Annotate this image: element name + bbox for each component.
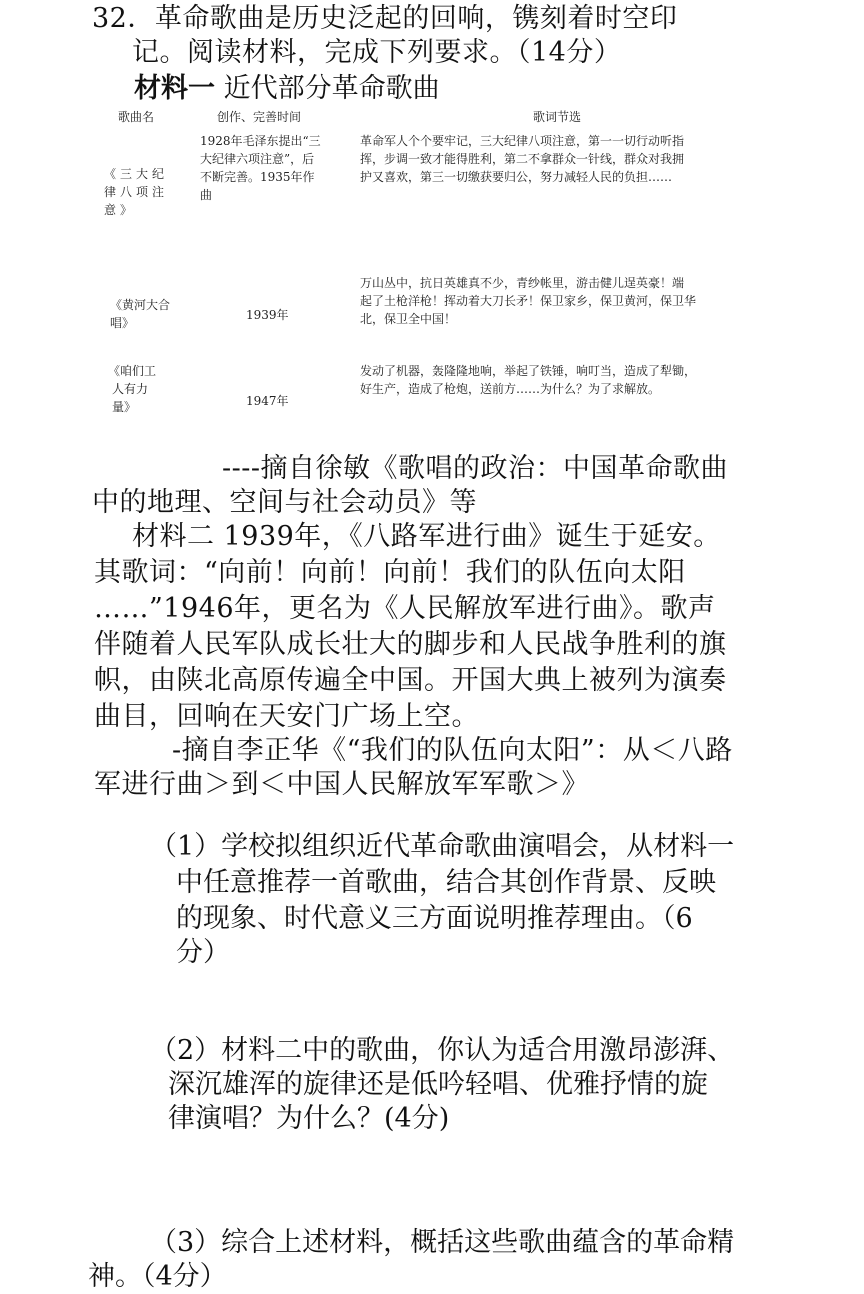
song-time: 1947年 (246, 394, 289, 408)
material1-source-1: ----摘自徐敏《歌唱的政治：中国革命歌曲 (222, 453, 728, 484)
song-name: 《黄河大合 唱》 (110, 298, 171, 330)
question-number: 32． (92, 3, 155, 34)
header-lyrics: 歌词节选 (533, 110, 582, 124)
question-intro-2: 记。阅读材料，完成下列要求。（14分） (132, 37, 622, 68)
question-intro-1: 革命歌曲是历史泛起的回响，镌刻着时空印 (154, 3, 678, 34)
song-name: 《三大纪 律八项注 意》 (104, 167, 169, 217)
material1-title-text: 近代部分革命歌曲 (223, 73, 440, 104)
material1-label: 材料一 (134, 73, 215, 104)
question-line-1 (92, 2, 677, 36)
material2-source-2: 军进行曲＞到＜中国人民解放军军歌＞》 (94, 769, 589, 800)
header-time: 创作、完善时间 (217, 110, 302, 124)
song-time: 1939年 (246, 308, 289, 322)
song-lyrics: 革命军人个个要牢记，三大纪律八项注意，第一一切行动听指 挥，步调一致才能得胜利，第二不拿群众一针线，群众对我拥 护又喜欢，第三一切缴获要归公，努力减轻人民的负担…… (360, 134, 685, 184)
song-name: 《咱们工 人有力 量》 (108, 364, 157, 414)
material1-source-2: 中的地理、空间与社会动员》等 (92, 487, 477, 518)
material1-title (134, 72, 440, 106)
header-song-name: 歌曲名 (118, 110, 155, 124)
song-lyrics: 发动了机器，轰隆隆地响，举起了铁锤，响叮当，造成了犁锄， 好生产，造成了枪炮，送前方……为什么？为了求解放。 (360, 364, 697, 396)
song-time: 1928年毛泽东提出“三 大纪律六项注意”，后 不断完善。1935年作 曲 (200, 134, 321, 202)
song-lyrics: 万山丛中，抗日英雄真不少，青纱帐里，游击健儿逞英豪！端 起了土枪洋枪！挥动着大刀长矛！保卫家乡，保卫黄河，保卫华 北，保卫全中国！ (360, 276, 697, 326)
material2-source-1: -摘自李正华《“我们的队伍向太阳”：从＜八路 (172, 735, 733, 766)
